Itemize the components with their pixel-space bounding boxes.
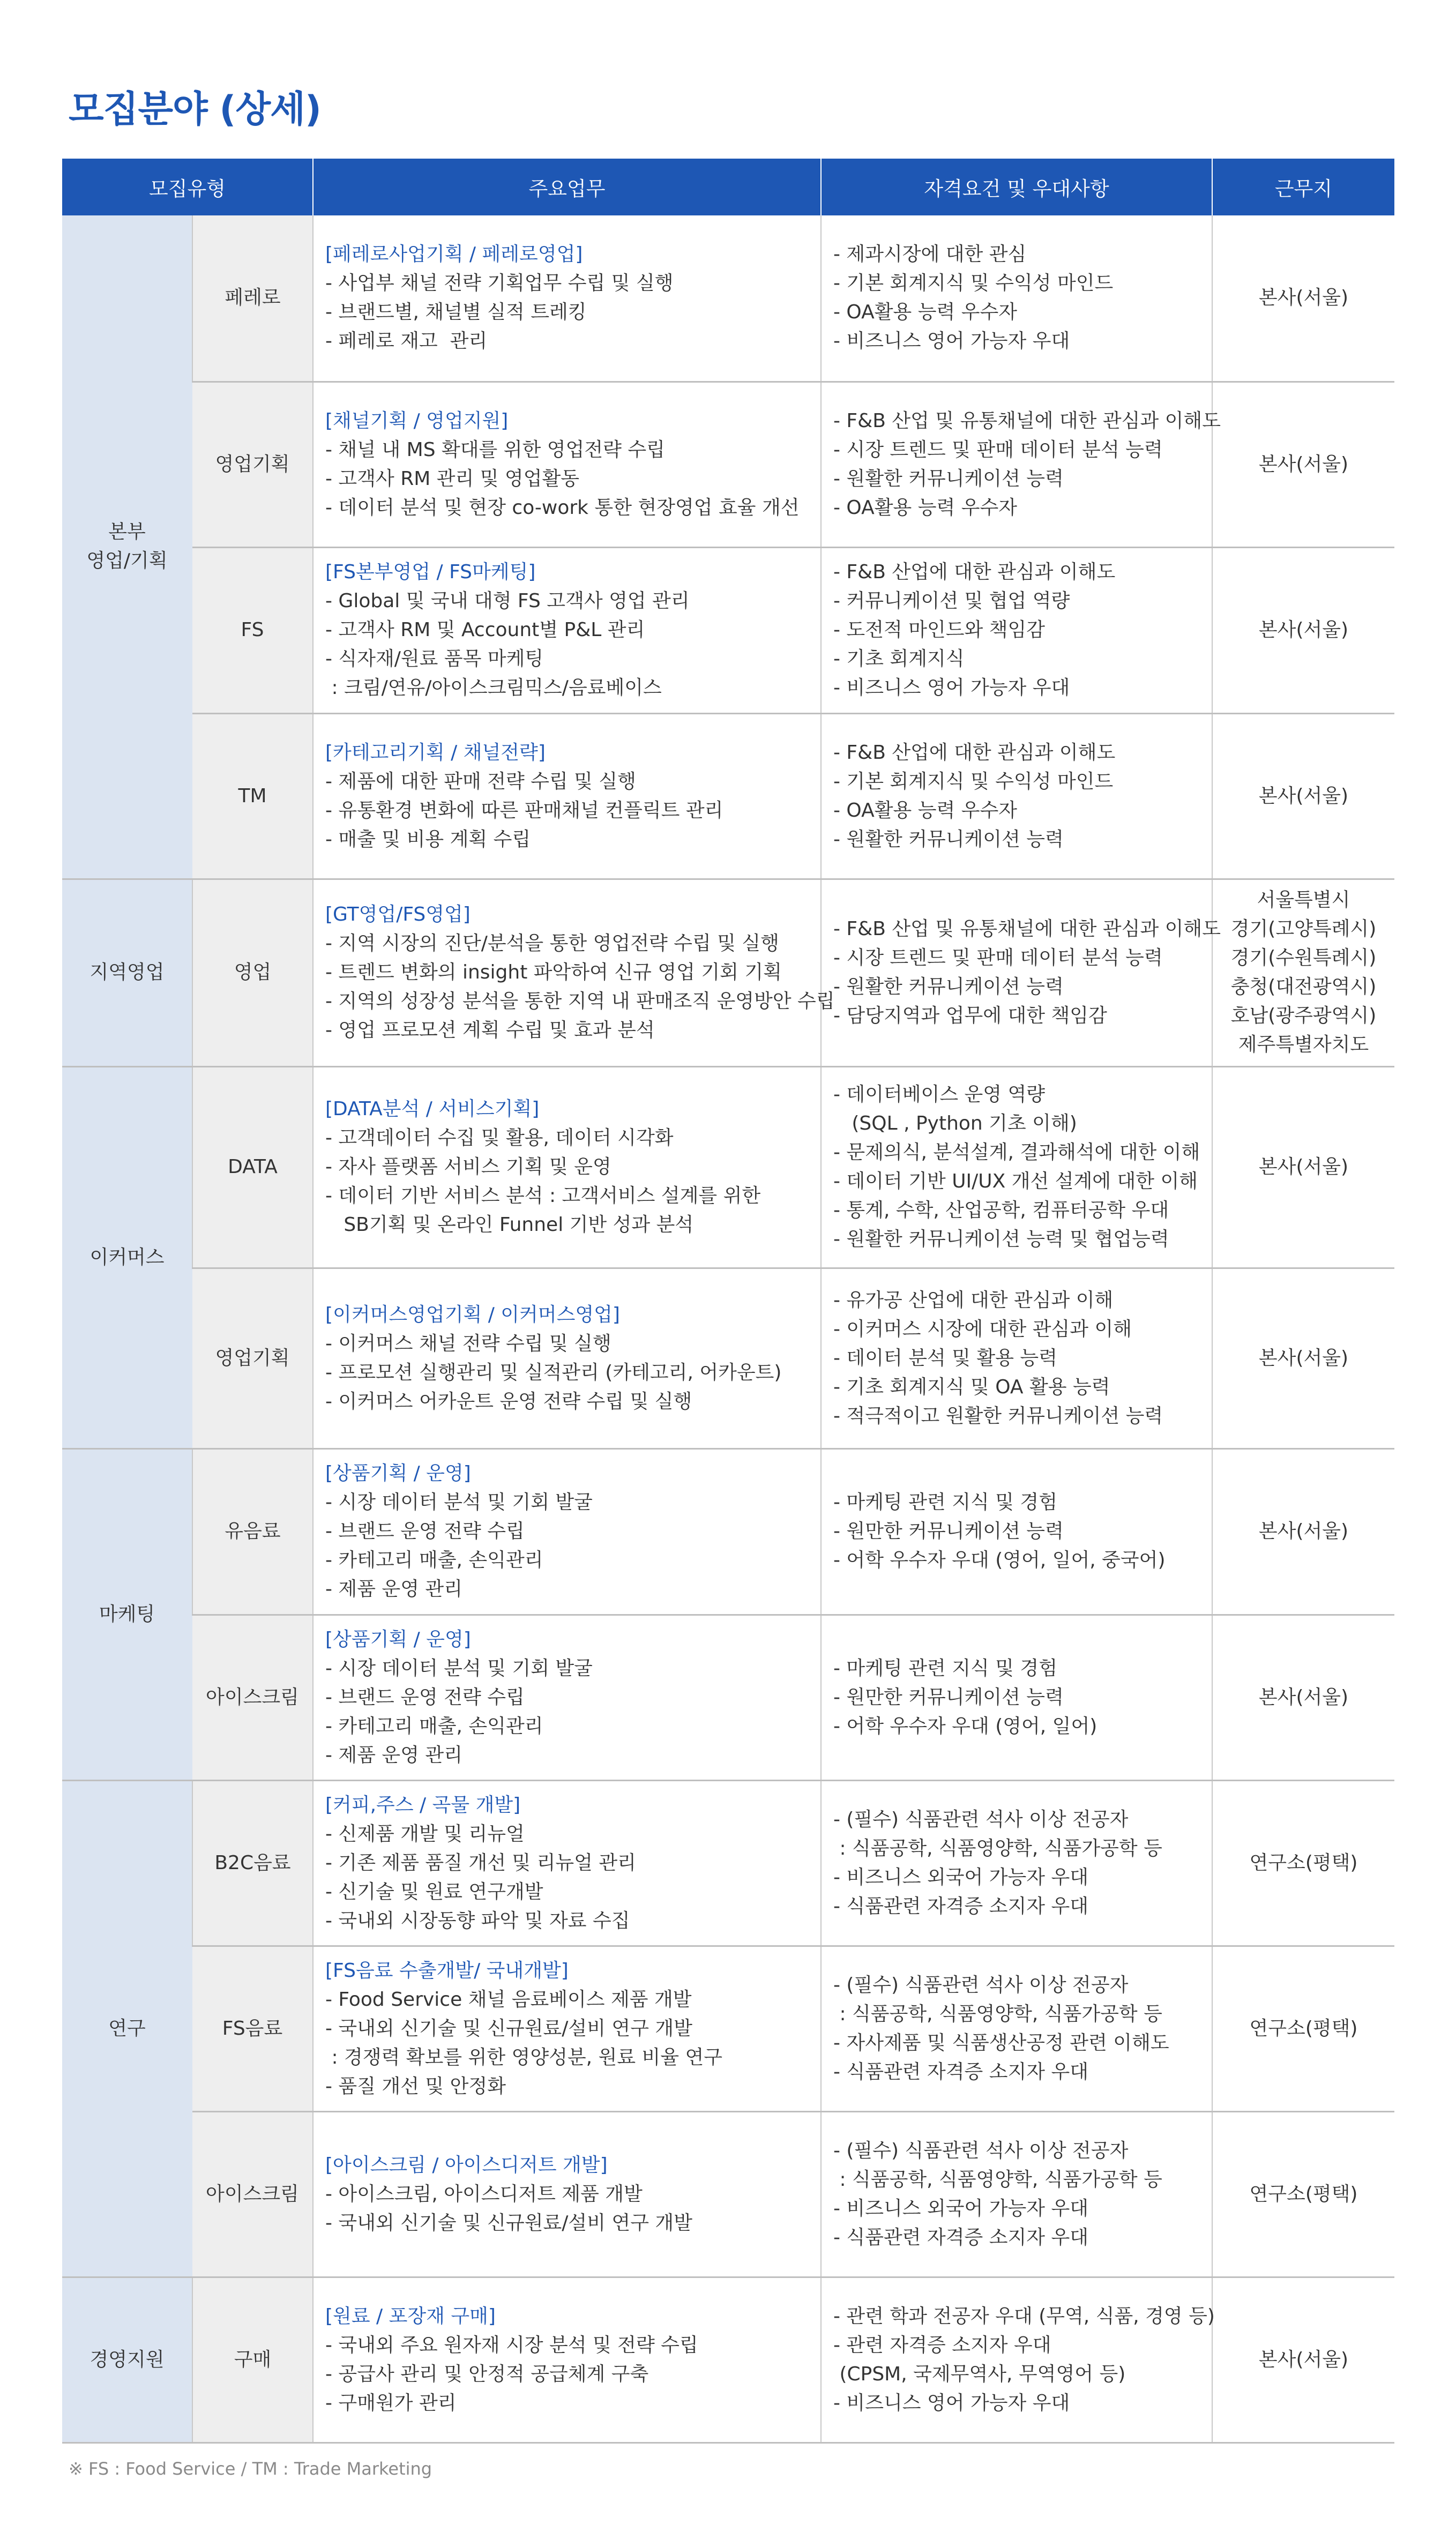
qualification-line: - 기본 회계지식 및 수익성 마인드	[833, 272, 1114, 295]
duty-title: [FS본부영업 / FS마케팅]	[325, 561, 536, 583]
qualification-line: - 시장 트렌드 및 판매 데이터 분석 능력	[833, 947, 1163, 969]
duty-line: - 구매원가 관리	[325, 2392, 457, 2414]
qualification-cell	[821, 547, 1212, 713]
duty-line: : 경쟁력 확보를 위한 영양성분, 원료 비율 연구	[325, 2046, 723, 2068]
qualification-cell	[821, 1615, 1212, 1780]
qualification-line: - 비즈니스 영어 가능자 우대	[833, 2392, 1070, 2414]
qualification-line: - 원만한 커뮤니케이션 능력	[833, 1686, 1064, 1708]
duty-line: - 채널 내 MS 확대를 위한 영업전략 수립	[325, 438, 665, 461]
qualification-line: - F&B 산업 및 유통채널에 대한 관심과 이해도	[833, 409, 1221, 432]
duty-line: - 데이터 분석 및 현장 co-work 통한 현장영업 효율 개선	[325, 496, 800, 519]
subcategory-cell: 아이스크림	[192, 1615, 313, 1780]
subcategory-cell: 영업기획	[192, 1268, 313, 1448]
category-cell	[62, 1780, 192, 2277]
qualification-cell	[821, 1780, 1212, 1946]
location-label: 서울특별시	[1257, 889, 1350, 911]
qualification-line: - 비즈니스 영어 가능자 우대	[833, 677, 1070, 699]
category-label: 이커머스	[89, 1246, 165, 1268]
header-qual: 자격요건 및 우대사항	[821, 159, 1212, 215]
header-location: 근무지	[1212, 159, 1394, 215]
qualification-line: - F&B 산업에 대한 관심과 이해도	[833, 561, 1116, 583]
qualification-line: - 원활한 커뮤니케이션 능력	[833, 828, 1064, 850]
qualification-line: - 비즈니스 외국어 가능자 우대	[833, 1866, 1089, 1888]
duty-cell	[313, 1066, 821, 1268]
location-label: 본사(서울)	[1258, 1347, 1349, 1369]
table-row	[62, 1615, 1394, 1780]
table-row	[62, 547, 1394, 713]
qualification-line: - 담당지역과 업무에 대한 책임감	[833, 1005, 1107, 1027]
qualification-line: - 비즈니스 영어 가능자 우대	[833, 330, 1070, 353]
qualification-cell	[821, 1448, 1212, 1615]
table-row	[62, 2277, 1394, 2443]
location-label: 본사(서울)	[1258, 453, 1349, 475]
qualification-line: - 어학 우수자 우대 (영어, 일어)	[833, 1715, 1097, 1737]
location-label: 경기(수원특례시)	[1230, 947, 1377, 969]
qualification-line: - OA활용 능력 우수자	[833, 301, 1018, 324]
duty-line: - 데이터 기반 서비스 분석 : 고객서비스 설계를 위한	[325, 1185, 761, 1207]
location-label: 본사(서울)	[1258, 1156, 1349, 1178]
qualification-line: - (필수) 식품관련 석사 이상 전공자	[833, 1808, 1129, 1831]
location-cell	[1212, 879, 1394, 1066]
duty-cell	[313, 1615, 821, 1780]
location-cell	[1212, 215, 1394, 382]
location-cell	[1212, 2277, 1394, 2443]
duty-title: [카테고리기획 / 채널전략]	[325, 741, 546, 764]
qualification-line: - OA활용 능력 우수자	[833, 799, 1018, 821]
location-cell	[1212, 1448, 1394, 1615]
table-row	[62, 713, 1394, 879]
table-header-row	[62, 159, 1394, 215]
duty-title: [GT영업/FS영업]	[325, 903, 471, 925]
location-label: 연구소(평택)	[1249, 1851, 1358, 1874]
duty-title: [상품기획 / 운영]	[325, 1462, 471, 1484]
qualification-line: - 원활한 커뮤니케이션 능력 및 협업능력	[833, 1228, 1169, 1250]
qualification-line: : 식품공학, 식품영양학, 식품가공학 등	[833, 2003, 1162, 2025]
qualification-line: - 마케팅 관련 지식 및 경험	[833, 1491, 1057, 1513]
qualification-line: - 데이터베이스 운영 역량	[833, 1084, 1046, 1106]
qualification-line: - 데이터 분석 및 활용 능력	[833, 1347, 1057, 1369]
duty-line: - 이커머스 어카운트 운영 전략 수립 및 실행	[325, 1390, 692, 1413]
table-row	[62, 1066, 1394, 1268]
location-label: 호남(광주광역시)	[1230, 1005, 1377, 1027]
category-cell	[62, 2277, 192, 2443]
duty-line: - 품질 개선 및 안정화	[325, 2075, 506, 2097]
duty-line: - 시장 데이터 분석 및 기회 발굴	[325, 1657, 593, 1679]
qualification-cell	[821, 2277, 1215, 2443]
subcategory-cell: 페레로	[192, 215, 313, 382]
duty-line: - 고객사 RM 관리 및 영업활동	[325, 467, 580, 490]
qualification-cell	[821, 879, 1221, 1066]
location-cell	[1212, 1268, 1394, 1448]
location-label: 본사(서울)	[1258, 1686, 1349, 1708]
duty-line: - 자사 플랫폼 서비스 기획 및 운영	[325, 1156, 611, 1178]
qualification-line: - 시장 트렌드 및 판매 데이터 분석 능력	[833, 438, 1163, 461]
duty-line: - 브랜드 운영 전략 수립	[325, 1686, 525, 1708]
subcategory-cell: 영업기획	[192, 382, 313, 547]
qualification-cell	[821, 713, 1212, 879]
qualification-line: - OA활용 능력 우수자	[833, 496, 1018, 519]
duty-line: - 사업부 채널 전략 기획업무 수립 및 실행	[325, 272, 674, 295]
duty-line: SB기획 및 온라인 Funnel 기반 성과 분석	[325, 1214, 694, 1236]
duty-line: - 고객데이터 수집 및 활용, 데이터 시각화	[325, 1127, 674, 1149]
location-label: 본사(서울)	[1258, 1520, 1349, 1542]
qualification-cell	[821, 1946, 1212, 2111]
duty-line: - 제품에 대한 판매 전략 수립 및 실행	[325, 770, 636, 793]
qualification-line: - (필수) 식품관련 석사 이상 전공자	[833, 2139, 1129, 2162]
subcategory-cell: DATA	[192, 1066, 313, 1268]
qualification-line: - 식품관련 자격증 소지자 우대	[833, 1895, 1089, 1917]
page-title: 모집분야 (상세)	[69, 88, 321, 131]
duty-line: - 지역 시장의 진단/분석을 통한 영업전략 수립 및 실행	[325, 932, 779, 954]
duty-line: - 국내외 신기술 및 신규원료/설비 연구 개발	[325, 2212, 692, 2234]
category-cell	[62, 879, 192, 1066]
duty-cell	[313, 382, 821, 547]
category-label: 영업/기획	[86, 550, 168, 572]
duty-title: [아이스크림 / 아이스디저트 개발]	[325, 2154, 608, 2176]
qualification-line: - (필수) 식품관련 석사 이상 전공자	[833, 1974, 1129, 1996]
qualification-line: : 식품공학, 식품영양학, 식품가공학 등	[833, 2168, 1162, 2191]
qualification-line: - F&B 산업에 대한 관심과 이해도	[833, 741, 1116, 764]
header-type: 모집유형	[62, 159, 313, 215]
duty-cell	[313, 2111, 821, 2277]
qualification-line: - 비즈니스 외국어 가능자 우대	[833, 2197, 1089, 2220]
duty-line: - 공급사 관리 및 안정적 공급체계 구축	[325, 2363, 649, 2385]
qualification-cell	[821, 215, 1212, 382]
duty-line: - 유통환경 변화에 따른 판매채널 컨플릭트 관리	[325, 799, 723, 821]
qualification-line: (CPSM, 국제무역사, 무역영어 등)	[833, 2363, 1126, 2385]
duty-line: - 제품 운영 관리	[325, 1744, 462, 1766]
category-label: 마케팅	[99, 1603, 155, 1625]
duty-cell	[313, 1268, 821, 1448]
qualification-line: - 제과시장에 대한 관심	[833, 243, 1027, 266]
location-cell	[1212, 713, 1394, 879]
duty-cell	[313, 1780, 821, 1946]
duty-line: - 제품 운영 관리	[325, 1578, 462, 1600]
table-row	[62, 879, 1394, 1066]
table-row	[62, 1268, 1394, 1448]
duty-line: - 지역의 성장성 분석을 통한 지역 내 판매조직 운영방안 수립	[325, 990, 835, 1012]
category-cell	[62, 1448, 192, 1780]
table-row	[62, 1448, 1394, 1615]
qualification-line: - 관련 학과 전공자 우대 (무역, 식품, 경영 등)	[833, 2305, 1215, 2327]
duty-line: - 국내외 신기술 및 신규원료/설비 연구 개발	[325, 2017, 692, 2040]
duty-cell	[313, 2277, 821, 2443]
recruitment-table	[62, 159, 1394, 2444]
subcategory-cell: B2C음료	[192, 1780, 313, 1946]
duty-title: [상품기획 / 운영]	[325, 1628, 471, 1650]
qualification-line: - 기초 회계지식	[833, 648, 965, 670]
location-cell	[1212, 547, 1394, 713]
duty-title: [채널기획 / 영업지원]	[325, 409, 509, 432]
category-label: 지역영업	[89, 961, 165, 983]
table-row	[62, 215, 1394, 382]
duty-title: [FS음료 수출개발/ 국내개발]	[325, 1959, 569, 1982]
location-cell	[1212, 1946, 1394, 2111]
subcategory-cell: 영업	[192, 879, 313, 1066]
qualification-cell	[821, 1066, 1212, 1268]
location-label: 본사(서울)	[1258, 2348, 1349, 2371]
qualification-line: - 데이터 기반 UI/UX 개선 설계에 대한 이해	[833, 1170, 1198, 1192]
duty-cell	[313, 215, 821, 382]
location-label: 연구소(평택)	[1249, 2183, 1358, 2205]
category-cell	[62, 215, 192, 879]
qualification-line: - 어학 우수자 우대 (영어, 일어, 중국어)	[833, 1549, 1166, 1571]
location-label: 연구소(평택)	[1249, 2017, 1358, 2040]
qualification-line: - 기초 회계지식 및 OA 활용 능력	[833, 1376, 1110, 1398]
header-duty: 주요업무	[313, 159, 821, 215]
category-label: 연구	[108, 2017, 146, 2040]
duty-cell	[313, 1448, 821, 1615]
category-cell	[62, 1066, 192, 1448]
duty-line: - 기존 제품 품질 개선 및 리뉴얼 관리	[325, 1851, 636, 1874]
duty-title: [DATA분석 / 서비스기획]	[325, 1098, 540, 1120]
location-label: 본사(서울)	[1258, 287, 1349, 309]
qualification-line: - 도전적 마인드와 책임감	[833, 619, 1046, 641]
table-row	[62, 2111, 1394, 2277]
qualification-line: (SQL , Python 기초 이해)	[833, 1112, 1077, 1134]
qualification-line: - 통계, 수학, 산업공학, 컴퓨터공학 우대	[833, 1199, 1169, 1221]
table-row	[62, 1780, 1394, 1946]
category-label: 본부	[108, 521, 146, 543]
duty-line: - 프로모션 실행관리 및 실적관리 (카테고리, 어카운트)	[325, 1361, 782, 1384]
duty-line: - 신기술 및 원료 연구개발	[325, 1880, 543, 1903]
qualification-line: - 관련 자격증 소지자 우대	[833, 2334, 1051, 2356]
qualification-line: - 원활한 커뮤니케이션 능력	[833, 467, 1064, 490]
location-cell	[1212, 382, 1394, 547]
location-label: 경기(고양특례시)	[1230, 918, 1377, 940]
qualification-line: : 식품공학, 식품영양학, 식품가공학 등	[833, 1837, 1162, 1859]
subcategory-cell: 아이스크림	[192, 2111, 313, 2277]
location-label: 제주특별자치도	[1238, 1034, 1369, 1056]
duty-line: - 영업 프로모션 계획 수립 및 효과 분석	[325, 1019, 655, 1041]
duty-title: [원료 / 포장재 구매]	[325, 2305, 496, 2327]
qualification-line: - 자사제품 및 식품생산공정 관련 이해도	[833, 2031, 1169, 2054]
duty-line: - 트렌드 변화의 insight 파악하여 신규 영업 기회 기획	[325, 961, 782, 983]
duty-line: - 고객사 RM 및 Account별 P&L 관리	[325, 619, 645, 641]
location-label: 본사(서울)	[1258, 785, 1349, 807]
qualification-line: - 식품관련 자격증 소지자 우대	[833, 2226, 1089, 2249]
duty-line: - 매출 및 비용 계획 수립	[325, 828, 531, 850]
qualification-line: - 유가공 산업에 대한 관심과 이해	[833, 1289, 1114, 1311]
duty-line: - 신제품 개발 및 리뉴얼	[325, 1823, 525, 1845]
subcategory-cell: FS	[192, 547, 313, 713]
duty-line: - 국내외 주요 원자재 시장 분석 및 전략 수립	[325, 2334, 698, 2356]
duty-line: - 식자재/원료 품목 마케팅	[325, 648, 544, 670]
duty-line: - 국내외 시장동향 파악 및 자료 수집	[325, 1909, 630, 1932]
duty-title: [페레로사업기획 / 페레로영업]	[325, 243, 583, 266]
qualification-line: - 원활한 커뮤니케이션 능력	[833, 976, 1064, 998]
qualification-line: - 마케팅 관련 지식 및 경험	[833, 1657, 1057, 1679]
duty-line: - 아이스크림, 아이스디저트 제품 개발	[325, 2183, 643, 2205]
qualification-line: - 식품관련 자격증 소지자 우대	[833, 2060, 1089, 2083]
location-cell	[1212, 1066, 1394, 1268]
qualification-line: - 원만한 커뮤니케이션 능력	[833, 1520, 1064, 1542]
qualification-cell	[821, 2111, 1212, 2277]
location-label: 본사(서울)	[1258, 619, 1349, 641]
duty-line: - Global 및 국내 대형 FS 고객사 영업 관리	[325, 590, 690, 612]
duty-title: [커피,주스 / 곡물 개발]	[325, 1794, 521, 1816]
duty-cell	[313, 879, 835, 1066]
qualification-line: - 적극적이고 원활한 커뮤니케이션 능력	[833, 1405, 1163, 1427]
duty-line: : 크림/연유/아이스크림믹스/음료베이스	[325, 677, 662, 699]
duty-line: - 이커머스 채널 전략 수립 및 실행	[325, 1332, 611, 1355]
category-label: 경영지원	[89, 2348, 165, 2371]
duty-cell	[313, 1946, 821, 2111]
subcategory-cell: 유음료	[192, 1448, 313, 1615]
duty-line: - 브랜드 운영 전략 수립	[325, 1520, 525, 1542]
location-label: 충청(대전광역시)	[1230, 976, 1377, 998]
location-cell	[1212, 2111, 1394, 2277]
qualification-cell	[821, 382, 1221, 547]
duty-line: - 카테고리 매출, 손익관리	[325, 1715, 543, 1737]
table-body	[62, 215, 1394, 2443]
duty-line: - 브랜드별, 채널별 실적 트레킹	[325, 301, 587, 324]
footnote: ※ FS : Food Service / TM : Trade Marketing	[69, 2459, 432, 2479]
duty-line: - 시장 데이터 분석 및 기회 발굴	[325, 1491, 593, 1513]
duty-title: [이커머스영업기획 / 이커머스영업]	[325, 1303, 620, 1326]
subcategory-cell: FS음료	[192, 1946, 313, 2111]
duty-cell	[313, 713, 821, 879]
subcategory-cell: 구매	[192, 2277, 313, 2443]
location-cell	[1212, 1780, 1394, 1946]
table-row	[62, 382, 1394, 547]
qualification-line: - 이커머스 시장에 대한 관심과 이해	[833, 1318, 1132, 1340]
duty-line: - 카테고리 매출, 손익관리	[325, 1549, 543, 1571]
duty-cell	[313, 547, 821, 713]
qualification-cell	[821, 1268, 1212, 1448]
qualification-line: - 문제의식, 분석설계, 결과해석에 대한 이해	[833, 1141, 1200, 1163]
table-row	[62, 1946, 1394, 2111]
subcategory-cell: TM	[192, 713, 313, 879]
duty-line: - 페레로 재고 관리	[325, 330, 488, 353]
qualification-line: - 커뮤니케이션 및 협업 역량	[833, 590, 1070, 612]
duty-line: - Food Service 채널 음료베이스 제품 개발	[325, 1988, 692, 2011]
location-cell	[1212, 1615, 1394, 1780]
qualification-line: - 기본 회계지식 및 수익성 마인드	[833, 770, 1114, 793]
qualification-line: - F&B 산업 및 유통채널에 대한 관심과 이해도	[833, 918, 1221, 940]
